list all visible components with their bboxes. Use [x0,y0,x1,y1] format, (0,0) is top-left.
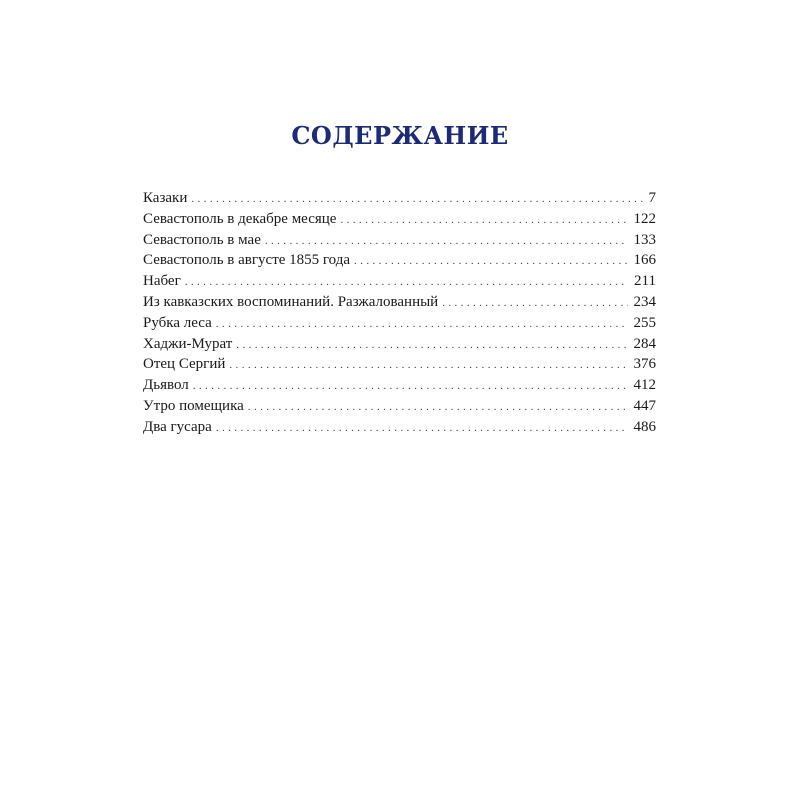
toc-page-number: 211 [634,273,656,290]
toc-entry-title: Севастополь в августе 1855 года [143,252,351,269]
toc-entry-title: Рубка леса [143,314,212,331]
toc-entry[interactable] [143,252,656,273]
toc-page-number: 486 [633,418,656,435]
toc-entry-title: Хаджи-Мурат [143,335,233,352]
toc-entry-title: Казаки [143,190,188,206]
toc-entry-title: Набег [143,273,181,290]
toc-entry-title: Из кавказских воспоминаний. Разжалованный [143,293,439,310]
toc-dot-leader [442,298,627,309]
toc-entry[interactable] [143,190,656,211]
toc-entry[interactable] [143,294,656,315]
toc-entry[interactable] [143,211,656,232]
toc-page-number: 122 [633,210,656,227]
toc-dot-leader [248,402,628,413]
toc-entry[interactable] [143,336,656,357]
toc-page-number: 284 [633,335,656,352]
toc-entry[interactable] [143,419,656,440]
toc-page-number: 447 [633,397,656,414]
toc-entry-title: Севастополь в декабре месяце [143,210,337,227]
toc-dot-leader [193,381,628,392]
toc-entry[interactable] [143,315,656,336]
toc-heading: СОДЕРЖАНИЕ [291,121,509,150]
toc-dot-leader [185,277,628,288]
toc-dot-leader [229,360,627,371]
toc-entry-title: Севастополь в мае [143,231,261,248]
toc-dot-leader [236,340,627,351]
toc-page-number: 234 [633,293,656,310]
toc-entry-title: Два гусара [143,418,212,435]
toc-entry-title: Дьявол [143,377,189,394]
toc-page-number: 7 [648,190,656,206]
toc-list [143,190,656,440]
toc-dot-leader [354,256,627,267]
toc-page-number: 376 [633,356,656,373]
toc-entry[interactable] [143,273,656,294]
toc-entry[interactable] [143,377,656,398]
toc-entry-title: Утро помещика [143,397,244,414]
toc-entry[interactable] [143,356,656,377]
toc-page-number: 133 [633,231,656,248]
toc-entry[interactable] [143,398,656,419]
toc-dot-leader [340,215,627,226]
toc-entry-title: Отец Сергий [143,356,226,373]
toc-dot-leader [216,319,628,330]
toc-dot-leader [265,236,628,247]
toc-page-number: 166 [633,252,656,269]
toc-dot-leader [191,194,642,205]
toc-page-number: 412 [633,377,656,394]
toc-page-number: 255 [633,314,656,331]
toc-dot-leader [216,423,628,434]
toc-entry[interactable] [143,232,656,253]
